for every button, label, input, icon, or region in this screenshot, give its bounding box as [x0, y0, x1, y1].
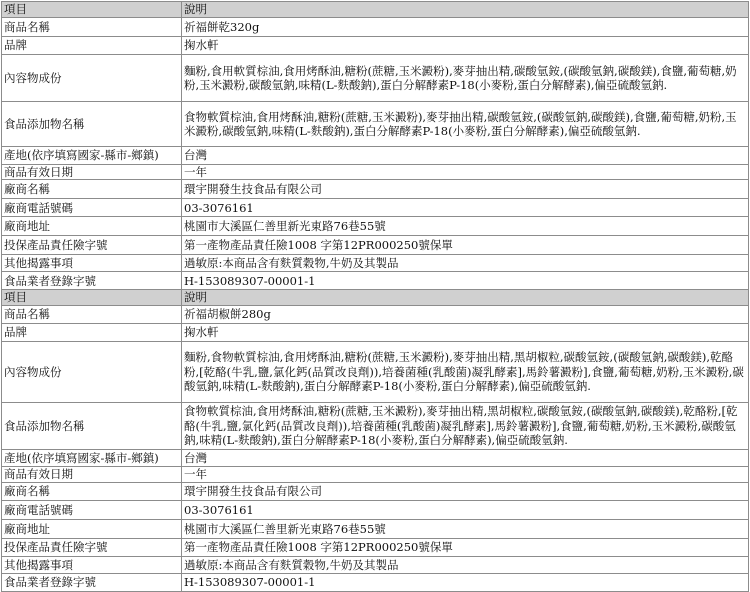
row-label: 廠商名稱: [2, 482, 182, 500]
row-label: 廠商電話號碼: [2, 199, 182, 217]
row-value: 食物軟質棕油,食用烤酥油,糖粉(蔗糖,玉米澱粉),麥芽抽出精,黑胡椒粒,碳酸氫銨,(碳酸氫鈉,碳酸鎂),乾酪粉,[乾酪(牛乳,鹽,氯化鈣(品質改良劑)),培養菌種(乳酸菌)凝乳酵素],馬鈴薯澱粉],食鹽,葡萄糖,奶粉,玉米澱粉,碳酸氫鈉,味精(L-麩酸鈉),蛋白分解酵素P-18(小麥粉,蛋白分解酵素),偏亞硫酸氫鈉.: [182, 402, 749, 449]
row-value: 桃園市大溪區仁善里新光東路76巷55號: [182, 217, 749, 236]
row-label: 廠商地址: [2, 519, 182, 538]
row-value: 台灣: [182, 449, 749, 466]
table-row: [2, 217, 749, 236]
table-row: [2, 449, 749, 466]
row-label: 廠商名稱: [2, 180, 182, 199]
table-row: [2, 538, 749, 556]
row-value: H-153089307-00001-1: [182, 573, 749, 591]
row-value: 一年: [182, 466, 749, 482]
row-label: 商品名稱: [2, 18, 182, 37]
product-spec-sheet: [1, 1, 748, 592]
row-value: 祈福胡椒餅280g: [182, 305, 749, 323]
row-value: 掬水軒: [182, 37, 749, 55]
row-label: 其他揭露事項: [2, 255, 182, 272]
row-value: 一年: [182, 165, 749, 180]
row-label: 品牌: [2, 323, 182, 341]
header-desc-label: 說明: [182, 2, 749, 18]
row-value: 第一產物產品責任險1008 字第12PR000250號保單: [182, 538, 749, 556]
row-value: 03-3076161: [182, 199, 749, 217]
row-label: 食品添加物名稱: [2, 102, 182, 147]
header-desc-label: 說明: [182, 290, 749, 305]
product-spec-table: [1, 1, 749, 592]
row-label: 廠商地址: [2, 217, 182, 236]
row-label: 內容物成份: [2, 341, 182, 402]
table-row: [2, 573, 749, 591]
row-value: 台灣: [182, 147, 749, 165]
row-value: 03-3076161: [182, 500, 749, 519]
table-row: [2, 556, 749, 573]
table-row: [2, 236, 749, 255]
row-value: 麵粉,食物軟質棕油,食用烤酥油,糖粉(蔗糖,玉米澱粉),麥芽抽出精,黑胡椒粒,碳酸氫銨,(碳酸氫鈉,碳酸鎂),乾酪粉,[乾酪(牛乳,鹽,氯化鈣(品質改良劑)),培養菌種(乳酸菌)凝乳酵素],馬鈴薯澱粉],食鹽,葡萄糖,奶粉,玉米澱粉,碳酸氫鈉,味精(L-麩酸鈉),蛋白分解酵素P-18(小麥粉,蛋白分解酵素),偏亞硫酸氫鈉.: [182, 341, 749, 402]
table-row: [2, 402, 749, 449]
row-label: 商品有效日期: [2, 165, 182, 180]
row-value: 祈福餅乾320g: [182, 18, 749, 37]
header-item-label: 項目: [2, 290, 182, 305]
row-value: 第一產物產品責任險1008 字第12PR000250號保單: [182, 236, 749, 255]
header-item-label: 項目: [2, 2, 182, 18]
row-value: 桃園市大溪區仁善里新光東路76巷55號: [182, 519, 749, 538]
table-header-row: [2, 290, 749, 305]
table-row: [2, 18, 749, 37]
row-value: 食物軟質棕油,食用烤酥油,糖粉(蔗糖,玉米澱粉),麥芽抽出精,碳酸氫銨,(碳酸氫鈉,碳酸鎂),食鹽,葡萄糖,奶粉,玉米澱粉,碳酸氫鈉,味精(L-麩酸鈉),蛋白分解酵素P-18(小麥粉,蛋白分解酵素),偏亞硫酸氫鈉.: [182, 102, 749, 147]
table-row: [2, 199, 749, 217]
row-label: 投保產品責任險字號: [2, 538, 182, 556]
table-header-row: [2, 2, 749, 18]
row-label: 商品名稱: [2, 305, 182, 323]
row-label: 商品有效日期: [2, 466, 182, 482]
table-row: [2, 519, 749, 538]
row-label: 產地(依序填寫國家-縣市-鄉鎮): [2, 449, 182, 466]
row-label: 食品業者登錄字號: [2, 272, 182, 290]
row-value: H-153089307-00001-1: [182, 272, 749, 290]
table-row: [2, 272, 749, 290]
table-row: [2, 147, 749, 165]
table-row: [2, 305, 749, 323]
row-value: 過敏原:本商品含有麩質穀物,牛奶及其製品: [182, 255, 749, 272]
table-row: [2, 55, 749, 102]
row-value: 過敏原:本商品含有麩質穀物,牛奶及其製品: [182, 556, 749, 573]
row-label: 食品添加物名稱: [2, 402, 182, 449]
table-row: [2, 37, 749, 55]
table-row: [2, 466, 749, 482]
table-row: [2, 323, 749, 341]
table-row: [2, 482, 749, 500]
row-value: 麵粉,食用軟質棕油,食用烤酥油,糖粉(蔗糖,玉米澱粉),麥芽抽出精,碳酸氫銨,(碳酸氫鈉,碳酸鎂),食鹽,葡萄糖,奶粉,玉米澱粉,碳酸氫鈉,味精(L-麩酸鈉),蛋白分解酵素P-18(小麥粉,蛋白分解酵素),偏亞硫酸氫鈉.: [182, 55, 749, 102]
table-row: [2, 102, 749, 147]
row-label: 產地(依序填寫國家-縣市-鄉鎮): [2, 147, 182, 165]
table-row: [2, 255, 749, 272]
row-label: 內容物成份: [2, 55, 182, 102]
table-row: [2, 165, 749, 180]
table-row: [2, 500, 749, 519]
row-label: 品牌: [2, 37, 182, 55]
row-value: 掬水軒: [182, 323, 749, 341]
row-label: 食品業者登錄字號: [2, 573, 182, 591]
row-value: 環宇開發生技食品有限公司: [182, 482, 749, 500]
row-label: 廠商電話號碼: [2, 500, 182, 519]
row-value: 環宇開發生技食品有限公司: [182, 180, 749, 199]
table-row: [2, 341, 749, 402]
row-label: 投保產品責任險字號: [2, 236, 182, 255]
row-label: 其他揭露事項: [2, 556, 182, 573]
table-row: [2, 180, 749, 199]
